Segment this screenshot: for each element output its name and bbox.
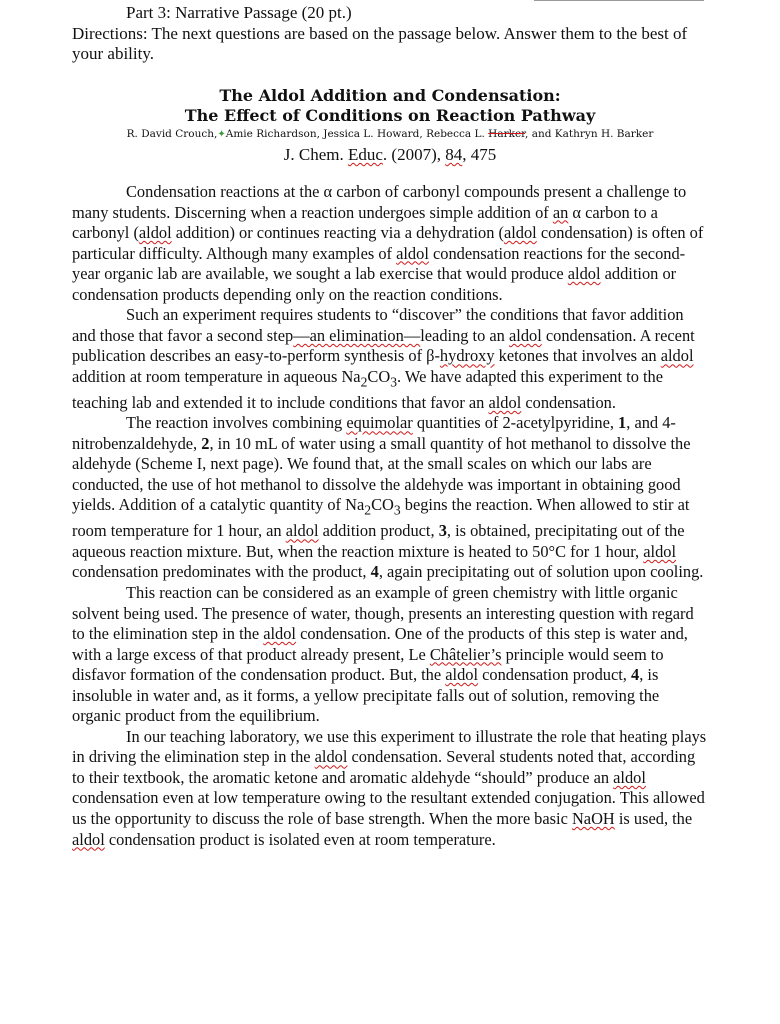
text-run: CO bbox=[367, 366, 391, 386]
spelling-flag: hydroxy bbox=[439, 346, 495, 366]
spelling-flag: equimolar bbox=[346, 413, 413, 433]
paragraph-1 bbox=[72, 182, 708, 305]
spelling-flag: Châtelier’s bbox=[429, 644, 502, 664]
spelling-flag: aldol bbox=[660, 346, 694, 366]
spelling-flag: aldol bbox=[396, 243, 429, 263]
text-run: , is obtained, precipitating out of the aqueous reaction mixture. But, when the reaction mixture is heated to 50°C for 1 hour, bbox=[72, 521, 685, 561]
spelling-flag: aldol bbox=[263, 624, 296, 644]
author-name: Amie Richardson, Jessica L. Howard, Rebecca L. bbox=[225, 128, 485, 140]
text-run: Condensation reactions at the α carbon of carbonyl compounds present a challenge to many students. Discerning when a reaction undergoes simple addition of bbox=[72, 182, 687, 222]
journal-citation bbox=[0, 144, 780, 165]
text-run: condensation. One of the products of this step is water and, with a large excess of that product already present, Le bbox=[72, 624, 688, 664]
journal-part: . (2007), bbox=[382, 145, 441, 164]
author-name-misspelled: Harker bbox=[488, 128, 526, 140]
author-name: , and Kathryn H. Barker bbox=[525, 128, 654, 140]
text-run: The reaction involves combining bbox=[126, 413, 347, 433]
text-run: condensation reactions for the second-year organic lab are available, we sought a lab exercise that would produce bbox=[72, 243, 686, 284]
text-run: CO bbox=[371, 495, 394, 515]
text-run: leading to an bbox=[420, 325, 509, 345]
passage-body bbox=[72, 182, 708, 850]
text-run: quantities of 2-acetylpyridine, bbox=[412, 413, 619, 433]
article-title-line1-text: The Aldol Addition and Condensation: bbox=[219, 86, 561, 105]
spelling-flag: aldol bbox=[567, 264, 601, 284]
spelling-flag: aldol bbox=[643, 541, 677, 561]
text-run: In our teaching laboratory, we use this experiment to illustrate the role that heating plays in driving the elimination step in the bbox=[72, 726, 707, 767]
text-run: , in 10 mL of water using a small quantity of hot methanol to dissolve the aldehyde (Scheme I, next page). We found that, at the small scales on which our labs are conducted, the use of hot methanol to dissolve the aldehyde was important in obtaining good yields. Addition of a catalytic quantity of Na bbox=[72, 433, 691, 515]
spelling-flag: aldol bbox=[613, 767, 646, 787]
author-name: R. David Crouch, bbox=[126, 128, 218, 140]
spelling-flag: an bbox=[552, 202, 569, 222]
text-run: , again precipitating out of solution upon cooling. bbox=[378, 562, 704, 582]
spelling-flag: aldol bbox=[285, 521, 319, 541]
compound-number: 2 bbox=[201, 433, 210, 453]
spelling-flag: aldol bbox=[72, 829, 105, 849]
compound-number: 1 bbox=[618, 413, 627, 433]
text-run: ketones that involves an bbox=[494, 346, 661, 366]
journal-part: J. Chem. bbox=[283, 145, 344, 164]
article-title-line2: The Effect of Conditions on Reaction Pathway bbox=[184, 106, 596, 125]
spelling-flag: aldol bbox=[314, 747, 348, 767]
text-run: condensation predominates with the product, bbox=[72, 562, 371, 582]
text-run: This reaction can be considered as an example of green chemistry with little organic solvent being used. The presence of water, though, presents an interesting question with regard to the elimination step in the bbox=[72, 582, 694, 644]
spelling-flag: aldol bbox=[445, 665, 479, 685]
paragraph-2 bbox=[72, 305, 708, 413]
text-run: condensation. A recent publication describes an easy-to-perform synthesis of β- bbox=[72, 325, 695, 366]
text-run: addition) or continues reacting via a dehydration ( bbox=[171, 223, 504, 243]
subscript: 3 bbox=[390, 374, 398, 390]
spelling-flag: —an elimination— bbox=[293, 325, 421, 345]
spelling-flag: aldol bbox=[488, 392, 522, 412]
spelling-flag: aldol bbox=[508, 325, 542, 345]
text-run: is used, the bbox=[614, 808, 693, 828]
paragraph-5 bbox=[72, 727, 708, 850]
paragraph-3 bbox=[72, 413, 708, 583]
text-run: , is insoluble in water and, as it forms, a yellow precipitate falls out of solution, removing the organic product from the equilibrium. bbox=[72, 665, 660, 726]
journal-part: , 475 bbox=[462, 145, 497, 164]
spelling-flag: aldol bbox=[503, 223, 537, 243]
compound-number: 3 bbox=[438, 521, 447, 541]
text-run: . We have adapted this experiment to the teaching lab and extended it to include conditions that favor an bbox=[72, 366, 664, 412]
text-run: condensation product, bbox=[478, 665, 631, 685]
text-run: condensation even at low temperature owing to the resultant extended conjugation. This allowed us the opportunity to discuss the role of base strength. When the more basic bbox=[72, 788, 705, 828]
paragraph-4 bbox=[72, 583, 708, 727]
sparkle-icon: ✦ bbox=[217, 129, 226, 140]
spelling-flag: aldol bbox=[138, 223, 172, 243]
text-run: addition or condensation products depending only on the reaction conditions. bbox=[72, 264, 677, 304]
text-run: , and 4-nitrobenzaldehyde, bbox=[72, 413, 676, 453]
directions-text: Directions: The next questions are based on the passage below. Answer them to the best of your ability. bbox=[72, 24, 688, 63]
subscript: 2 bbox=[364, 502, 372, 518]
text-run: begins the reaction. When allowed to stir at room temperature for 1 hour, an bbox=[72, 495, 690, 541]
article-authors bbox=[0, 127, 780, 142]
top-rule bbox=[534, 0, 704, 1]
part-heading: Part 3: Narrative Passage (20 pt.) bbox=[126, 3, 352, 22]
text-run: condensation. Several students noted that, according to their textbook, the aromatic ketone and aromatic aldehyde “should” produce an bbox=[72, 747, 696, 787]
subscript: 3 bbox=[393, 502, 401, 518]
subscript: 2 bbox=[360, 374, 368, 390]
text-run: condensation. bbox=[521, 392, 616, 412]
text-run: Such an experiment requires students to “discover” the conditions that favor addition and those that favor a second step bbox=[72, 305, 684, 345]
text-run: principle would seem to disfavor formation of the condensation product. But, the bbox=[72, 644, 664, 685]
compound-number: 4 bbox=[631, 665, 640, 685]
text-run: α carbon to a carbonyl ( bbox=[72, 202, 658, 243]
text-run: condensation product is isolated even at room temperature. bbox=[104, 829, 496, 849]
journal-volume: 84 bbox=[445, 145, 463, 164]
article-title-line1 bbox=[0, 86, 780, 106]
spelling-flag: NaOH bbox=[571, 808, 615, 828]
text-run: addition product, bbox=[318, 521, 439, 541]
journal-part-misspelled: Educ bbox=[347, 145, 383, 164]
text-run: addition at room temperature in aqueous Na bbox=[72, 366, 361, 386]
compound-number: 4 bbox=[370, 562, 379, 582]
text-run: condensation) is often of particular difficulty. Although many examples of bbox=[72, 223, 704, 263]
